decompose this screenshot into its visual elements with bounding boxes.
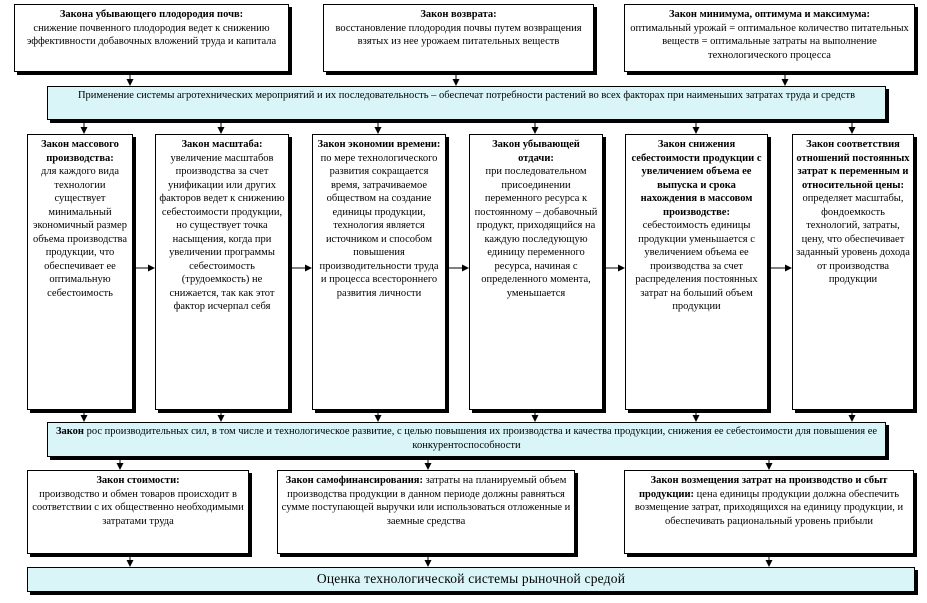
law-fixed-variable-costs-box: [792, 134, 914, 410]
box-text: оптимальный урожай = оптимальное количество питательных веществ = оптимальные затраты на выполнение технологического процесса: [630, 22, 909, 61]
law-value-box: [27, 470, 249, 554]
law-mass-production-box: [27, 134, 133, 410]
band-text: Применение системы агротехнических мероприятий и их последовательность – обеспечат потребности растений во всех факторах при наименьших затратах труда и средств: [77, 90, 856, 101]
law-scale-box: [155, 134, 289, 410]
box-title: Закон возмещения затрат на производство и сбыт продукции:: [638, 475, 888, 500]
box-title: Закон соответствия отношений постоянных затрат к переменным и относительной цены:: [796, 139, 910, 191]
band-text: рос производительных сил, в том числе и технологическое развитие, с целью повышения их производства и качества продукции, снижения ее себестоимости для повышения ее конкурентоспособности: [86, 426, 878, 451]
box-title: Закон экономии времени:: [317, 139, 441, 150]
box-title: Закон убывающей отдачи:: [492, 139, 580, 164]
box-title: Закон возврата:: [420, 9, 497, 20]
box-text: для каждого вида технологии существует минимальный экономичный размер объема производства продукции, что обеспечивает ее оптимальную себестоимость: [32, 166, 128, 299]
market-evaluation-band: [27, 567, 915, 592]
agrotech-system-band: [47, 86, 886, 120]
law-return-box: [323, 4, 594, 72]
law-cost-reduction-box: [625, 134, 768, 410]
law-time-economy-box: [312, 134, 446, 410]
productive-forces-band: [47, 422, 886, 457]
box-text: по мере технологического развития сокращается время, затрачиваемое обществом на создание единицы продукции, технология является источником и способом повышения производительности труда и процесса всестороннего развития личности: [319, 152, 439, 299]
box-title: Закон массового производства:: [41, 139, 119, 164]
box-text: себестоимость единицы продукции уменьшается с увеличением объема ее производства за счет распределения постоянных затрат на больший объем продукции: [635, 220, 758, 312]
box-text: цена единицы продукции должна обеспечить возмещение затрат, приходящихся на единицу продукции, и обеспечивать рациональный уровень прибыли: [634, 488, 904, 527]
box-title: Закон минимума, оптимума и максимума:: [668, 9, 871, 20]
box-text: увеличение масштабов производства за счет унификации или других факторов ведет к снижению себестоимости продукции, но существует точка насыщения, когда при увеличении программы себестоимость (трудоемкость) не снижается, так как этот фактор исчерпал себя: [159, 152, 285, 312]
band-title: Закон: [55, 426, 84, 437]
band-text: Оценка технологической системы рыночной средой: [316, 571, 626, 586]
box-text: снижение почвенного плодородия ведет к снижению эффективности добавочных вложений труда и капитала: [26, 22, 277, 47]
law-diminishing-returns-box: [469, 134, 603, 410]
box-title: Закон масштаба:: [181, 139, 263, 150]
law-diminishing-fertility-box: [14, 4, 289, 72]
box-text: восстановление плодородия почвы путем возвращения взятых из нее урожаем питательных веществ: [335, 22, 582, 47]
box-text: затраты на планируемый объем производства продукции в данном периоде должны равняться сумме поступающей выручки или использоваться отложенные и заемные средства: [281, 475, 571, 527]
law-cost-recovery-box: [624, 470, 914, 554]
box-title: Закон стоимости:: [96, 475, 180, 486]
law-min-opt-max-box: [624, 4, 915, 72]
box-title: Закон снижения себестоимости продукции с увеличением объема ее выпуска и срока нахождения в массовом производстве:: [631, 139, 762, 218]
law-self-financing-box: [277, 470, 575, 554]
box-title: Закон самофинансирования:: [285, 475, 423, 486]
box-text: при последовательном присоединении переменного ресурса к постоянному – добавочный продукт, приходящийся на каждую последующую единицу переменного ресурса, начиная с определенного момента, уменьшается: [474, 166, 598, 299]
box-title: Закона убывающего плодородия почв:: [59, 9, 244, 20]
box-text: производство и обмен товаров происходит в соответствии с их общественно необходимыми затратами труда: [32, 488, 244, 527]
box-text: определяет масштабы, фондоемкость технологий, затраты, цену, что обеспечивает заданный уровень дохода от производства продукции: [796, 193, 910, 285]
